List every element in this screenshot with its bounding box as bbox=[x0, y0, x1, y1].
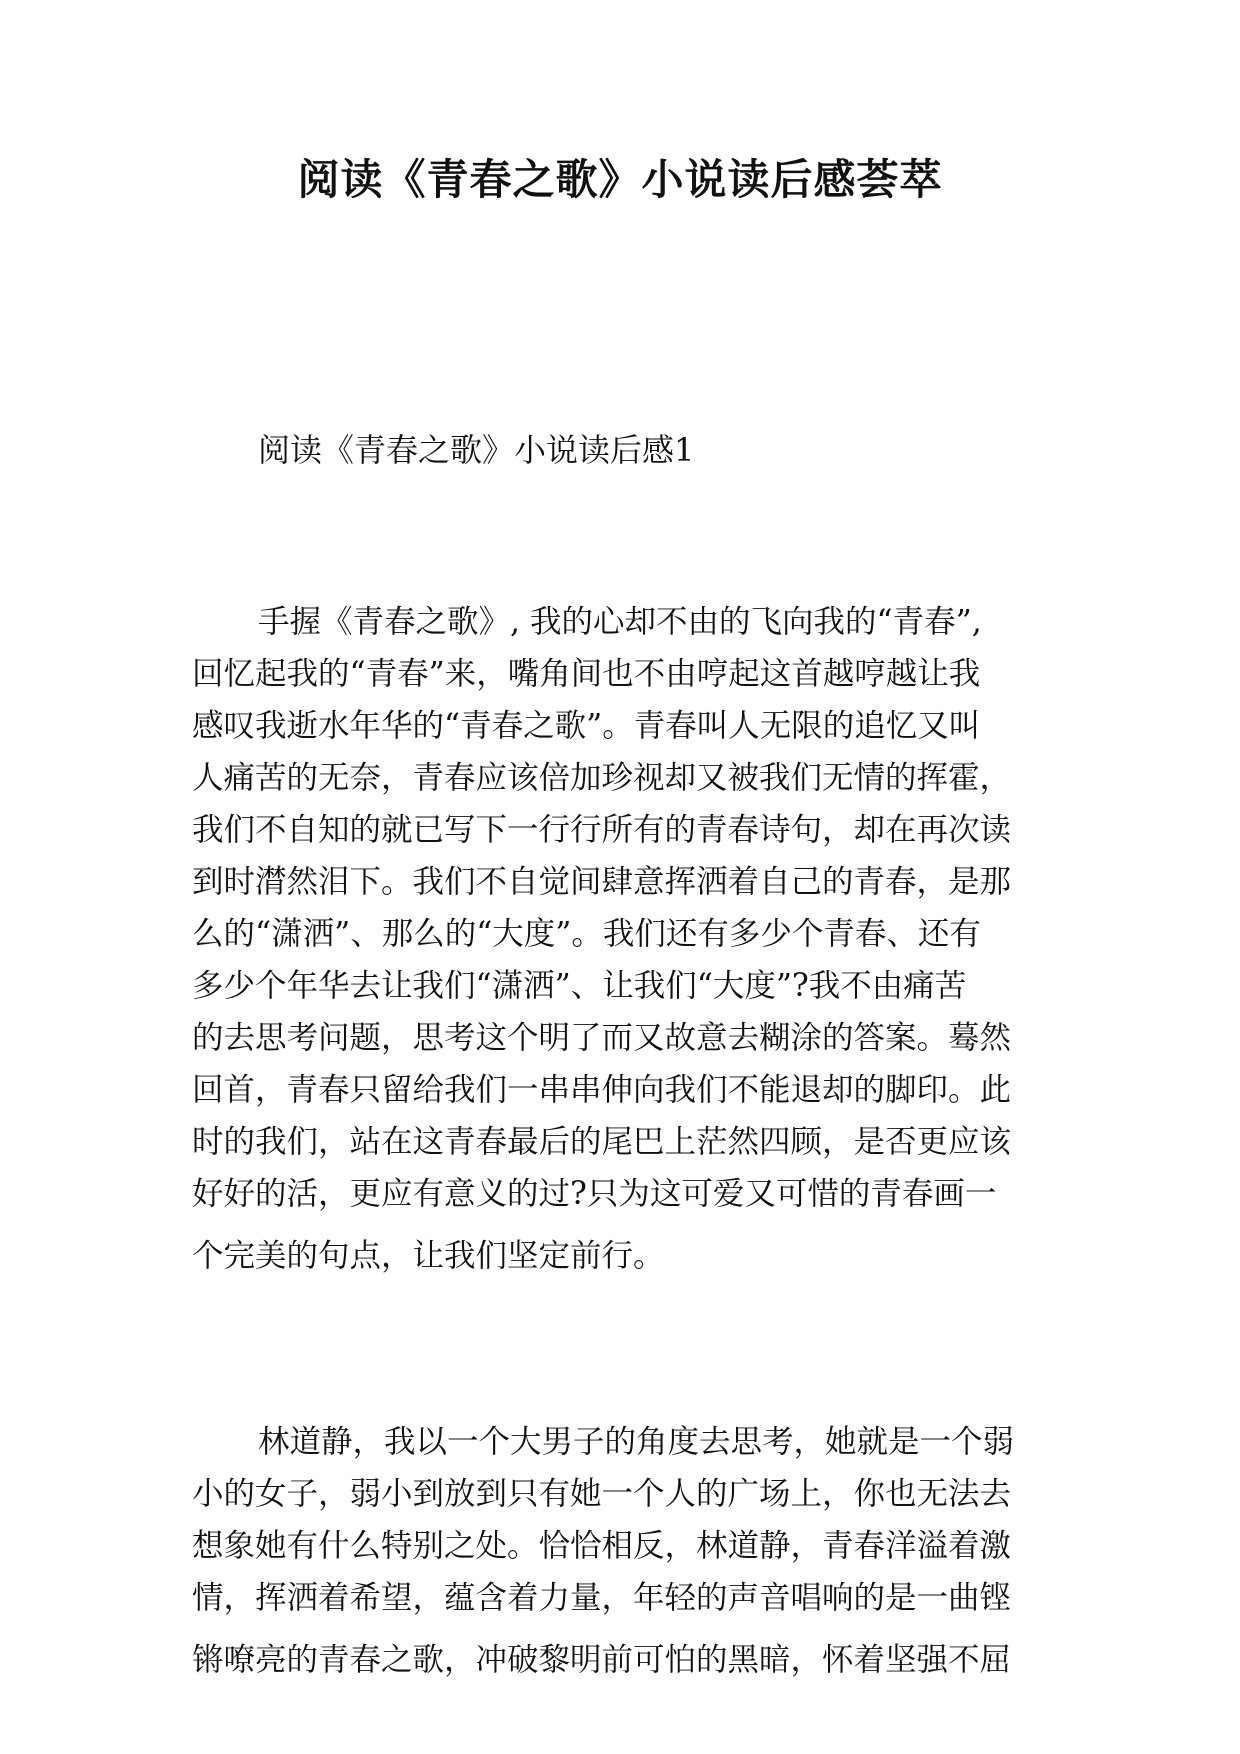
paragraph-line: 回忆起我的“青春”来，嘴角间也不由哼起这首越哼越让我 bbox=[192, 656, 981, 692]
paragraph-line: 好好的活，更应有意义的过?只为这可爱又可惜的青春画一 bbox=[192, 1176, 997, 1212]
paragraph-line: 感叹我逝水年华的“青春之歌”。青春叫人无限的追忆又叫 bbox=[192, 708, 981, 744]
paragraph-line: 手握《青春之歌》, 我的心却不由的飞向我的“青春”, bbox=[258, 604, 982, 640]
paragraph-line: 小的女子，弱小到放到只有她一个人的广场上，你也无法去 bbox=[192, 1476, 1012, 1512]
paragraph-line: 到时潸然泪下。我们不自觉间肆意挥洒着自己的青春，是那 bbox=[192, 864, 1012, 900]
paragraph-line: 人痛苦的无奈，青春应该倍加珍视却又被我们无情的挥霍， bbox=[192, 760, 1012, 796]
document-title: 阅读《青春之歌》小说读后感荟萃 bbox=[297, 155, 943, 204]
paragraph-line: 情，挥洒着希望，蕴含着力量，年轻的声音唱响的是一曲铿 bbox=[192, 1580, 1012, 1616]
paragraph-line: 个完美的句点，让我们坚定前行。 bbox=[192, 1238, 665, 1274]
section-heading: 阅读《青春之歌》小说读后感1 bbox=[258, 431, 695, 469]
paragraph-line: 的去思考问题，思考这个明了而又故意去糊涂的答案。蓦然 bbox=[192, 1020, 1012, 1056]
paragraph-line: 林道静，我以一个大男子的角度去思考，她就是一个弱 bbox=[258, 1424, 1015, 1460]
paragraph-line: 么的“潇洒”、那么的“大度”。我们还有多少个青春、还有 bbox=[192, 916, 981, 952]
paragraph-line: 我们不自知的就已写下一行行所有的青春诗句，却在再次读 bbox=[192, 812, 1012, 848]
paragraph-line: 多少个年华去让我们“潇洒”、让我们“大度”?我不由痛苦 bbox=[192, 968, 967, 1004]
paragraph-line: 想象她有什么特别之处。恰恰相反，林道静，青春洋溢着激 bbox=[192, 1528, 1012, 1564]
paragraph-line: 时的我们，站在这青春最后的尾巴上茫然四顾，是否更应该 bbox=[192, 1124, 1012, 1160]
paragraph-line: 回首，青春只留给我们一串串伸向我们不能退却的脚印。此 bbox=[192, 1072, 1012, 1108]
paragraph-line: 锵嘹亮的青春之歌，冲破黎明前可怕的黑暗，怀着坚强不屈 bbox=[192, 1642, 1012, 1678]
